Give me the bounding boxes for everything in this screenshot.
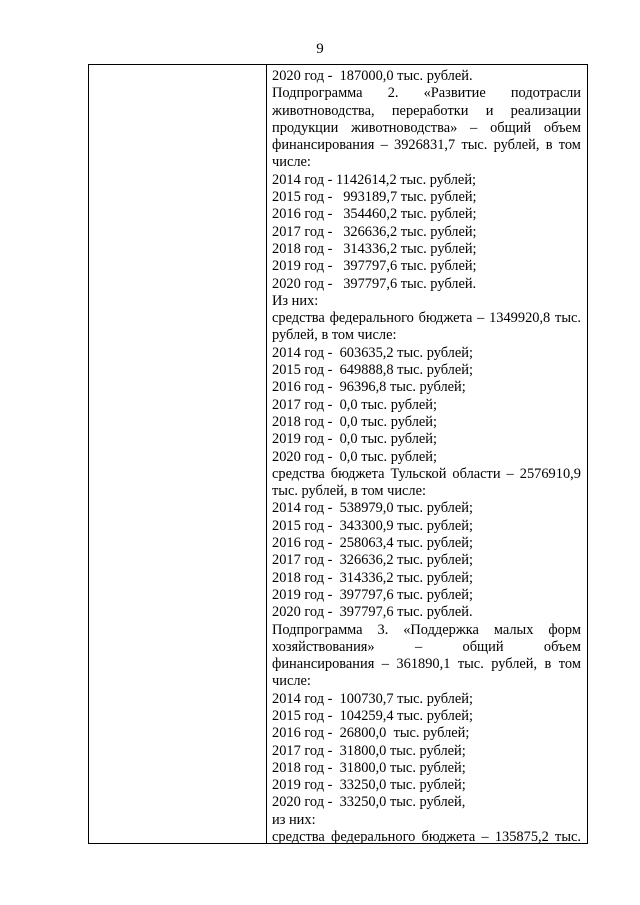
text-word: «Поддержка <box>403 621 479 638</box>
financing-text-cell <box>272 68 581 846</box>
text-word: реализации <box>510 102 581 119</box>
text-line: 2014 год - 100730,7 тыс. рублей; <box>272 690 473 707</box>
text-word: продукции <box>272 119 339 136</box>
text-word: животноводства, <box>272 102 375 119</box>
text-word: объем <box>543 638 581 655</box>
text-word: – <box>381 656 389 673</box>
text-line: 2017 год - 326636,2 тыс. рублей; <box>272 552 473 569</box>
text-line: 2016 год - 26800,0 тыс. рублей; <box>272 725 470 742</box>
text-line: 2014 год - 1142614,2 тыс. рублей; <box>272 171 477 188</box>
text-line: 2017 год - 0,0 тыс. рублей; <box>272 396 437 413</box>
text-line: тыс. рублей, в том числе: <box>272 483 426 500</box>
text-word: – <box>477 310 485 327</box>
text-line <box>272 639 581 656</box>
text-line: рублей, в том числе: <box>272 327 397 344</box>
text-word: – <box>380 137 388 154</box>
text-line: 2018 год - 0,0 тыс. рублей; <box>272 413 437 430</box>
text-word: подотрасли <box>510 85 581 102</box>
text-word: бюджета <box>330 465 385 482</box>
text-word: бюджета <box>421 829 476 846</box>
text-word: объем <box>543 119 581 136</box>
text-word: средства <box>272 310 325 327</box>
text-line: 2019 год - 397797,6 тыс. рублей; <box>272 586 473 603</box>
text-line <box>272 120 581 137</box>
page-number: 9 <box>316 41 324 57</box>
text-word: тыс. <box>555 829 581 846</box>
text-word: – <box>481 829 489 846</box>
text-line <box>272 103 581 120</box>
text-line: 2014 год - 603635,2 тыс. рублей; <box>272 344 473 361</box>
text-word: 135875,2 <box>494 829 549 846</box>
text-word: тыс. <box>457 656 484 673</box>
text-word: переработки <box>391 102 469 119</box>
text-word: финансирования <box>272 656 375 673</box>
text-line: 2017 год - 326636,2 тыс. рублей; <box>272 223 477 240</box>
text-word: рублей, <box>491 656 538 673</box>
text-line: 2019 год - 33250,0 тыс. рублей; <box>272 777 466 794</box>
column-divider <box>266 65 267 843</box>
text-word: средства <box>272 829 325 846</box>
text-word: «Развитие <box>423 85 486 102</box>
text-word: хозяйствования» <box>272 638 375 655</box>
text-word: 2. <box>387 85 399 102</box>
text-line: 2016 год - 354460,2 тыс. рублей; <box>272 206 477 223</box>
text-word: федерального <box>331 829 416 846</box>
text-word: Тульской <box>390 465 447 482</box>
text-word: 3. <box>377 621 389 638</box>
text-word: форм <box>548 621 581 638</box>
text-line: 2020 год - 0,0 тыс. рублей; <box>272 448 437 465</box>
text-line <box>272 310 581 327</box>
text-line: Из них: <box>272 292 319 309</box>
text-line: числе: <box>272 673 311 690</box>
text-line: 2017 год - 31800,0 тыс. рублей; <box>272 742 466 759</box>
text-word: и <box>485 102 494 119</box>
text-line: 2019 год - 397797,6 тыс. рублей; <box>272 258 477 275</box>
text-line: 2015 год - 104259,4 тыс. рублей; <box>272 707 473 724</box>
text-line <box>272 85 581 102</box>
text-line: 2018 год - 314336,2 тыс. рублей; <box>272 240 477 257</box>
text-line <box>272 656 581 673</box>
text-word: в <box>544 656 552 673</box>
text-word: бюджета <box>418 310 473 327</box>
text-line: 2016 год - 258063,4 тыс. рублей; <box>272 535 473 552</box>
text-word: тыс. <box>461 137 488 154</box>
text-word: в <box>545 137 553 154</box>
text-word: 1349920,8 <box>489 310 551 327</box>
text-line: 2014 год - 538979,0 тыс. рублей; <box>272 500 473 517</box>
text-word: Подпрограмма <box>272 85 363 102</box>
text-word: федерального <box>329 310 414 327</box>
text-line: 2020 год - 397797,6 тыс. рублей. <box>272 275 477 292</box>
text-word: тыс. <box>555 310 581 327</box>
text-line <box>272 466 581 483</box>
text-word: животноводства» <box>351 119 458 136</box>
text-word: – <box>414 638 423 655</box>
text-line: 2020 год - 33250,0 тыс. рублей, <box>272 794 466 811</box>
text-line: 2015 год - 343300,9 тыс. рублей; <box>272 517 473 534</box>
text-line: 2015 год - 993189,7 тыс. рублей; <box>272 189 477 206</box>
text-word: малых <box>493 621 534 638</box>
text-line: 2020 год - 397797,6 тыс. рублей. <box>272 604 473 621</box>
text-line <box>272 137 581 154</box>
text-line: 2020 год - 187000,0 тыс. рублей. <box>272 68 473 84</box>
text-word: средства <box>272 465 325 482</box>
text-word: том <box>558 137 581 154</box>
text-word: финансирования <box>272 137 375 154</box>
text-word: – <box>470 119 478 136</box>
text-line <box>272 622 581 639</box>
text-line: 2018 год - 314336,2 тыс. рублей; <box>272 569 473 586</box>
text-word: рублей, <box>493 137 540 154</box>
text-line: числе: <box>272 154 311 171</box>
text-word: 361890,1 <box>396 656 451 673</box>
text-line: 2016 год - 96396,8 тыс. рублей; <box>272 379 466 396</box>
text-word: Подпрограмма <box>272 621 363 638</box>
text-word: 2576910,9 <box>519 465 581 482</box>
text-line: из них: <box>272 811 316 828</box>
text-line <box>272 829 581 846</box>
text-word: – <box>506 465 514 482</box>
text-line: 2015 год - 649888,8 тыс. рублей; <box>272 362 473 379</box>
text-word: общий <box>462 638 504 655</box>
text-word: 3926831,7 <box>394 137 456 154</box>
text-word: том <box>558 656 581 673</box>
text-line: 2019 год - 0,0 тыс. рублей; <box>272 431 437 448</box>
document-table <box>88 64 588 844</box>
text-word: области <box>452 465 501 482</box>
text-word: общий <box>490 119 532 136</box>
text-line: 2018 год - 31800,0 тыс. рублей; <box>272 759 466 776</box>
